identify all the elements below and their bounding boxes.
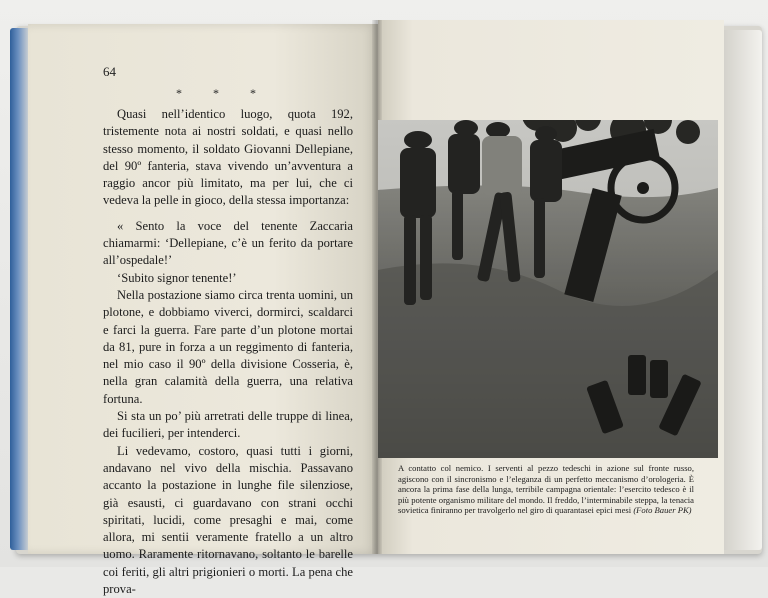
paragraph: Nella postazione siamo circa trenta uomini, un plotone, e dobbiamo viverci, dormirci, scaldarci e farci la guerra. Fare parte d’un plotone mortai da 81, pure in forza a un reggimento di fanteria, nel mio caso il 90º della divisione Cosseria, è, nella gran calamità della guerra, una relativa fortuna. xyxy=(103,287,353,406)
paragraph: Li vedevamo, costoro, quasi tutti i giorni, andavano nel vivo della mischia. Passavano accanto la postazione in lunghe file silenziose, già esausti, ci guardavano con strani occhi spiritati, lucidi, come presaghi e mai, come allora, mi sentii veramente fratello a un altro uomo. Raramente ritornavano, soltanto le barelle coi feriti, gli altri prigionieri o morti. La pena che prova- xyxy=(103,443,353,597)
section-separator xyxy=(176,86,256,101)
paragraph: ‘Subito signor tenente!’ xyxy=(117,270,237,285)
paragraph: « Sento la voce del tenente Zaccaria chiamarmi: ‘Dellepiane, c’è un ferito da portare all’ospedale!’ xyxy=(103,218,353,268)
separator-star: * xyxy=(213,86,219,100)
separator-star: * xyxy=(176,86,182,100)
caption-text: A contatto col nemico. I serventi al pezzo tedeschi in azione sul fronte russo, agiscono con il sincronismo e l’eleganza di un perfetto meccanismo d’orologeria. È ancora la prima fase della lunga, terribile campagna orientale: l’esercito tedesco è il più potente organismo militare del mondo. Il freddo, l’interminabile steppa, la tenacia sovietica finiranno per travolgerlo nel giro di quarantasei epici mesi xyxy=(398,463,694,516)
paragraph: Quasi nell’identico luogo, quota 192, tristemente nota ai nostri soldati, e quasi nello stesso momento, il soldato Giovanni Dellepiane, del 90º fanteria, stava vivendo un’avventura a raggio ancor più limitato, ma per lui, che ci vedeva la pelle in gioco, della stessa importanza: xyxy=(103,107,353,208)
photo-caption xyxy=(398,463,694,516)
cover-spine-edge xyxy=(10,28,30,550)
photo-credit: (Foto Bauer PK) xyxy=(633,505,692,516)
separator-star: * xyxy=(250,86,256,100)
body-text xyxy=(103,106,353,598)
right-cover-edge xyxy=(718,30,762,550)
war-photograph xyxy=(378,120,718,458)
page-number: 64 xyxy=(103,64,116,79)
paragraph: Si sta un po’ più arretrati delle truppe di linea, dei fucilieri, per intenderci. xyxy=(103,409,353,441)
